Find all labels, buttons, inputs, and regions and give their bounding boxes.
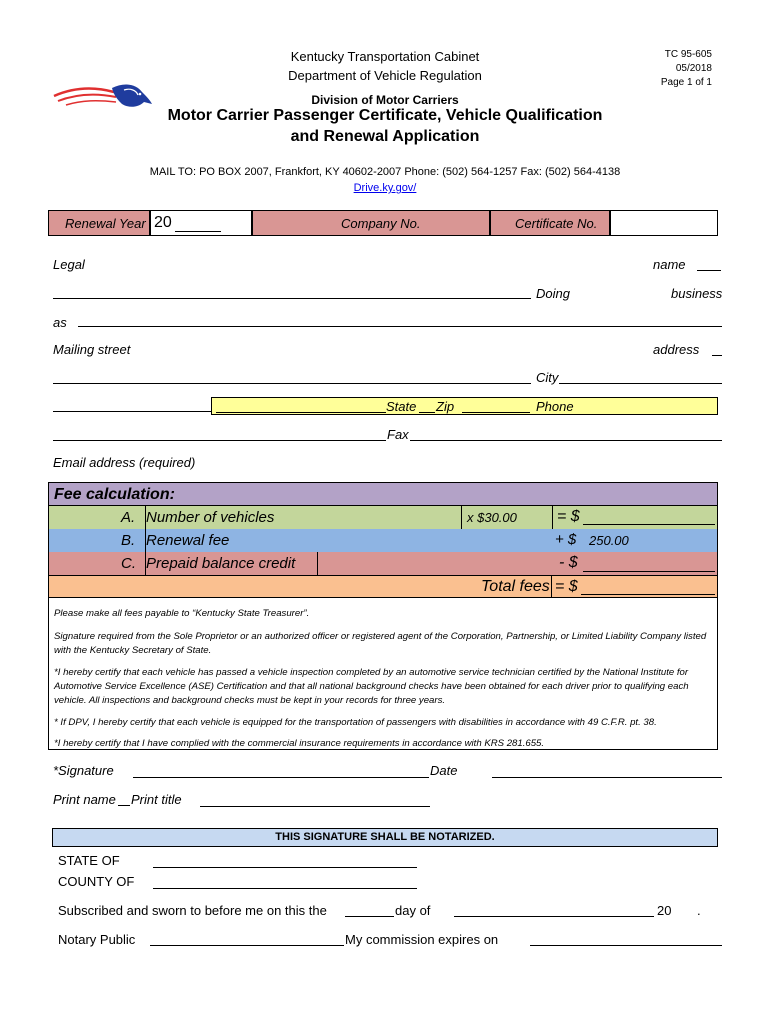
zip-input[interactable]	[462, 412, 530, 413]
fee-calc-title: Fee calculation:	[54, 486, 175, 503]
fee-b-operator: + $	[555, 531, 577, 548]
state-label: State	[386, 399, 417, 414]
form-title-line1: Motor Carrier Passenger Certificate, Vehicle Qualification	[167, 107, 603, 124]
fax-label: Fax	[387, 427, 409, 442]
state-of-input[interactable]	[153, 867, 417, 868]
form-info	[661, 48, 712, 90]
prepaid-credit-input[interactable]	[317, 552, 318, 575]
print-name-label: Print name	[53, 792, 116, 807]
signature-label: *Signature	[53, 763, 114, 778]
fee-a-amount-input[interactable]	[583, 524, 715, 525]
form-number: TC 95-605	[664, 49, 712, 60]
fee-c-amount-input[interactable]	[583, 571, 715, 572]
note-payable: Please make all fees payable to “Kentucky State Treasurer”.	[54, 608, 310, 619]
renewal-year-input[interactable]	[150, 210, 252, 236]
agency-name: Kentucky Transportation Cabinet	[290, 49, 480, 64]
fee-row-a	[48, 506, 718, 529]
dba-input[interactable]	[78, 326, 722, 327]
legal-label: Legal	[53, 257, 85, 272]
fee-calc-header	[48, 482, 718, 506]
vehicle-count-input[interactable]	[461, 506, 462, 529]
fee-b-letter: B.	[121, 532, 136, 549]
notary-header-text: THIS SIGNATURE SHALL BE NOTARIZED.	[275, 831, 495, 843]
mail-to-line: MAIL TO: PO BOX 2007, Frankfort, KY 40602-2007 Phone: (502) 564-1257 Fax: (502) 564-4138	[149, 166, 621, 178]
phone-input[interactable]	[53, 440, 386, 441]
mailing-street-label: Mailing street	[53, 342, 131, 357]
fee-row-total	[48, 575, 718, 598]
renewal-year-label: Renewal Year	[65, 216, 146, 231]
note-inspection-certification: *I hereby certify that each vehicle has passed a vehicle inspection completed by an automotive service technician certified by the National Institute for Automotive Service Excellence (ASE) Certification and that all national background checks have been obtained for each driver prior to qualifying each vehicle. All inspections and background checks must be kept in your records for three years.	[54, 667, 689, 706]
drive-ky-link[interactable]: Drive.ky.gov/	[353, 182, 417, 194]
notary-header	[52, 828, 718, 847]
print-title-label: Print title	[131, 792, 182, 807]
zip-label: Zip	[436, 399, 455, 414]
division-name: Division of Motor Carriers	[311, 93, 459, 107]
note-insurance-certification: *I hereby certify that I have complied with the commercial insurance requirements in accordance with KRS 281.655.	[54, 738, 545, 749]
certification-notes	[48, 598, 718, 750]
date-label: Date	[430, 763, 458, 778]
department-name: Department of Vehicle Regulation	[288, 68, 482, 83]
name-label: name	[653, 257, 686, 272]
commission-expires-input[interactable]	[530, 945, 722, 946]
county-of-input[interactable]	[153, 888, 417, 889]
fee-row-b	[48, 529, 718, 552]
fee-c-letter: C.	[121, 555, 136, 572]
total-fees-label: Total fees	[481, 578, 550, 595]
state-of-label: STATE OF	[58, 853, 120, 868]
doing-label: Doing	[536, 286, 570, 301]
form-date: 05/2018	[675, 63, 712, 74]
renewal-year-label-cell	[48, 210, 150, 236]
note-dpv-certification: * If DPV, I hereby certify that each vehicle is equipped for the transportation of passengers with disabilities in accordance with 49 C.F.R. pt. 38.	[54, 717, 657, 728]
company-no-label: Company No.	[341, 216, 421, 231]
address-label: address	[653, 342, 700, 357]
business-label: business	[671, 286, 723, 301]
notary-public-input[interactable]	[150, 945, 344, 946]
date-input[interactable]	[492, 777, 722, 778]
state-zip-phone-row	[211, 397, 718, 415]
fee-c-operator: - $	[559, 554, 578, 571]
sentence-period: .	[697, 903, 701, 918]
company-no-label-cell	[252, 210, 490, 236]
certificate-no-label-cell	[490, 210, 610, 236]
fee-a-label: Number of vehicles	[146, 509, 275, 526]
note-signature-required: Signature required from the Sole Proprietor or an authorized officer or registered agent of the Corporation, Partnership, or Limited Liability Company listed with the Kentucky Secretary of State.	[54, 631, 707, 656]
page-number: Page 1 of 1	[660, 77, 712, 88]
notary-public-label: Notary Public	[58, 932, 136, 947]
fee-b-amount: 250.00	[589, 533, 629, 548]
state-input[interactable]	[216, 412, 386, 413]
subscribed-label: Subscribed and sworn to before me on this the	[58, 903, 327, 918]
email-label: Email address (required)	[53, 455, 196, 470]
commission-expires-label: My commission expires on	[345, 932, 499, 947]
city-label: City	[536, 370, 559, 385]
mailing-street-input[interactable]	[53, 383, 531, 384]
fee-a-multiplier: x $30.00	[467, 510, 517, 525]
month-input[interactable]	[454, 916, 654, 917]
phone-label: Phone	[536, 399, 574, 414]
fee-c-label: Prepaid balance credit	[146, 555, 296, 572]
form-title-line2: and Renewal Application	[290, 128, 480, 145]
fax-input[interactable]	[410, 440, 722, 441]
fee-row-c	[48, 552, 718, 575]
certificate-no-input[interactable]	[610, 210, 718, 236]
day-of-label: day of	[395, 903, 431, 918]
total-fees-input[interactable]	[581, 594, 715, 595]
fee-b-label: Renewal fee	[146, 532, 230, 549]
as-label: as	[53, 315, 67, 330]
county-of-label: COUNTY OF	[58, 874, 135, 889]
signature-input[interactable]	[133, 777, 429, 778]
total-fees-equals: = $	[555, 578, 578, 595]
city-input[interactable]	[559, 383, 722, 384]
legal-name-input[interactable]	[53, 298, 531, 299]
year-prefix: 20	[657, 903, 672, 918]
day-input[interactable]	[345, 916, 394, 917]
city-continued-input[interactable]	[53, 411, 211, 412]
print-title-input[interactable]	[200, 806, 430, 807]
renewal-year-prefix: 20	[154, 214, 172, 231]
fee-a-letter: A.	[121, 509, 136, 526]
fee-a-equals: = $	[557, 508, 580, 525]
certificate-no-label: Certificate No.	[515, 216, 598, 231]
